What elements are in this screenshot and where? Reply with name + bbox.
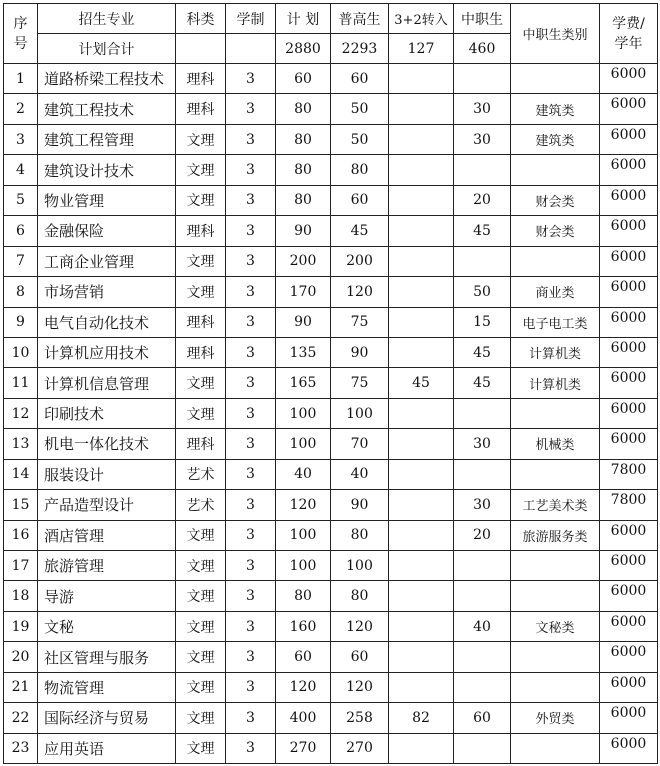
vocational-category-cell: 外贸类 <box>511 703 600 733</box>
category-cell: 文理 <box>176 672 226 702</box>
category-cell: 文理 <box>176 124 226 154</box>
duration-cell: 3 <box>226 581 276 611</box>
plan-cell: 100 <box>276 520 331 550</box>
seq-cell: 4 <box>4 155 38 185</box>
vocational-category-cell: 建筑类 <box>511 94 600 124</box>
vocational-category-cell <box>511 398 600 428</box>
duration-cell: 3 <box>226 124 276 154</box>
general-cell: 120 <box>331 672 389 702</box>
plan-cell: 90 <box>276 307 331 337</box>
plan-cell: 270 <box>276 733 331 763</box>
plan-cell: 80 <box>276 581 331 611</box>
vocational-cell: 40 <box>454 611 511 641</box>
seq-cell: 10 <box>4 337 38 367</box>
major-cell: 市场营销 <box>38 277 176 307</box>
fee-cell: 6000 <box>600 246 658 276</box>
duration-cell: 3 <box>226 398 276 428</box>
fee-cell: 6000 <box>600 672 658 702</box>
table-row <box>4 429 658 459</box>
general-cell: 50 <box>331 124 389 154</box>
major-cell: 产品造型设计 <box>38 490 176 520</box>
duration-cell: 3 <box>226 216 276 246</box>
duration-cell: 3 <box>226 703 276 733</box>
vocational-category-cell: 机械类 <box>511 429 600 459</box>
vocational-cell <box>454 733 511 763</box>
vocational-category-cell: 商业类 <box>511 277 600 307</box>
category-cell: 文理 <box>176 246 226 276</box>
table-row <box>4 642 658 672</box>
fee-cell: 6000 <box>600 429 658 459</box>
vocational-category-cell <box>511 551 600 581</box>
seq-cell: 2 <box>4 94 38 124</box>
table-row <box>4 611 658 641</box>
general-cell: 75 <box>331 368 389 398</box>
table-row <box>4 124 658 154</box>
table-row <box>4 94 658 124</box>
plan-cell: 170 <box>276 277 331 307</box>
duration-cell: 3 <box>226 337 276 367</box>
major-cell: 印刷技术 <box>38 398 176 428</box>
fee-cell: 6000 <box>600 216 658 246</box>
general-cell: 90 <box>331 490 389 520</box>
fee-cell: 6000 <box>600 185 658 215</box>
table-row <box>4 733 658 763</box>
major-cell: 计算机信息管理 <box>38 368 176 398</box>
fee-cell: 6000 <box>600 703 658 733</box>
transfer-cell <box>389 398 454 428</box>
major-cell: 建筑工程管理 <box>38 124 176 154</box>
seq-cell: 6 <box>4 216 38 246</box>
major-cell: 社区管理与服务 <box>38 642 176 672</box>
totals-general: 2293 <box>331 34 389 64</box>
general-cell: 270 <box>331 733 389 763</box>
table-row <box>4 490 658 520</box>
table-row <box>4 459 658 489</box>
transfer-cell <box>389 124 454 154</box>
plan-cell: 80 <box>276 185 331 215</box>
plan-cell: 135 <box>276 337 331 367</box>
table-row <box>4 64 658 94</box>
totals-vocational: 460 <box>454 34 511 64</box>
seq-cell: 23 <box>4 733 38 763</box>
seq-header-line1: 序 <box>13 15 28 32</box>
vocational-cell: 45 <box>454 368 511 398</box>
major-cell: 旅游管理 <box>38 551 176 581</box>
fee-header-line2: 学年 <box>614 35 643 52</box>
plan-cell: 40 <box>276 459 331 489</box>
vocational-cell: 20 <box>454 520 511 550</box>
vocational-cell <box>454 551 511 581</box>
vocational-cell: 30 <box>454 124 511 154</box>
vocational-category-cell: 计算机类 <box>511 337 600 367</box>
category-cell: 理科 <box>176 64 226 94</box>
totals-plan: 2880 <box>276 34 331 64</box>
general-cell: 80 <box>331 581 389 611</box>
major-cell: 国际经济与贸易 <box>38 703 176 733</box>
fee-cell: 6000 <box>600 368 658 398</box>
general-cell: 80 <box>331 520 389 550</box>
duration-cell: 3 <box>226 155 276 185</box>
seq-cell: 17 <box>4 551 38 581</box>
totals-transfer: 127 <box>389 34 454 64</box>
major-cell: 金融保险 <box>38 216 176 246</box>
major-cell: 文秘 <box>38 611 176 641</box>
plan-cell: 120 <box>276 490 331 520</box>
plan-cell: 100 <box>276 398 331 428</box>
totals-duration <box>226 34 276 64</box>
transfer-cell: 45 <box>389 368 454 398</box>
duration-cell: 3 <box>226 246 276 276</box>
fee-cell: 6000 <box>600 94 658 124</box>
vocational-cell: 45 <box>454 216 511 246</box>
transfer-cell <box>389 185 454 215</box>
table-row <box>4 277 658 307</box>
enrollment-plan-table <box>3 3 658 764</box>
seq-cell: 15 <box>4 490 38 520</box>
vocational-cell: 20 <box>454 185 511 215</box>
seq-header-line2: 号 <box>13 35 28 52</box>
plan-cell: 90 <box>276 216 331 246</box>
transfer-cell <box>389 155 454 185</box>
vocational-cell: 15 <box>454 307 511 337</box>
table-row <box>4 551 658 581</box>
vocational-category-cell <box>511 64 600 94</box>
fee-cell: 6000 <box>600 124 658 154</box>
vocational-cell <box>454 642 511 672</box>
fee-cell: 7800 <box>600 490 658 520</box>
vocational-category-cell: 旅游服务类 <box>511 520 600 550</box>
vocational-category-cell: 财会类 <box>511 185 600 215</box>
major-cell: 导游 <box>38 581 176 611</box>
seq-cell: 3 <box>4 124 38 154</box>
category-cell: 理科 <box>176 337 226 367</box>
duration-cell: 3 <box>226 520 276 550</box>
plan-cell: 60 <box>276 64 331 94</box>
totals-label: 计划合计 <box>38 34 176 64</box>
duration-cell: 3 <box>226 611 276 641</box>
general-cell: 60 <box>331 64 389 94</box>
category-cell: 文理 <box>176 642 226 672</box>
plan-cell: 80 <box>276 124 331 154</box>
vocational-cell <box>454 672 511 702</box>
fee-cell: 6000 <box>600 155 658 185</box>
fee-cell: 6000 <box>600 581 658 611</box>
category-cell: 艺术 <box>176 490 226 520</box>
major-cell: 工商企业管理 <box>38 246 176 276</box>
duration-cell: 3 <box>226 429 276 459</box>
duration-cell: 3 <box>226 185 276 215</box>
category-cell: 文理 <box>176 398 226 428</box>
transfer-cell <box>389 246 454 276</box>
duration-cell: 3 <box>226 733 276 763</box>
transfer-cell <box>389 216 454 246</box>
plan-cell: 80 <box>276 94 331 124</box>
vocational-cell <box>454 459 511 489</box>
category-cell: 文理 <box>176 368 226 398</box>
seq-cell: 7 <box>4 246 38 276</box>
plan-cell: 100 <box>276 429 331 459</box>
vocational-cell <box>454 64 511 94</box>
plan-cell: 160 <box>276 611 331 641</box>
major-cell: 服装设计 <box>38 459 176 489</box>
transfer-cell <box>389 490 454 520</box>
transfer-cell <box>389 459 454 489</box>
category-cell: 文理 <box>176 733 226 763</box>
duration-cell: 3 <box>226 277 276 307</box>
table-row <box>4 246 658 276</box>
table-row <box>4 216 658 246</box>
vocational-category-cell <box>511 459 600 489</box>
major-cell: 电气自动化技术 <box>38 307 176 337</box>
vocational-cell <box>454 581 511 611</box>
category-cell: 文理 <box>176 155 226 185</box>
general-cell: 200 <box>331 246 389 276</box>
category-cell: 理科 <box>176 307 226 337</box>
major-cell: 建筑设计技术 <box>38 155 176 185</box>
major-header: 招生专业 <box>38 4 176 34</box>
category-cell: 文理 <box>176 520 226 550</box>
general-cell: 60 <box>331 185 389 215</box>
category-cell: 文理 <box>176 581 226 611</box>
major-cell: 物流管理 <box>38 672 176 702</box>
fee-header-line1: 学费/ <box>612 15 645 32</box>
general-cell: 40 <box>331 459 389 489</box>
duration-cell: 3 <box>226 64 276 94</box>
duration-cell: 3 <box>226 307 276 337</box>
transfer-cell <box>389 611 454 641</box>
seq-cell: 18 <box>4 581 38 611</box>
duration-cell: 3 <box>226 551 276 581</box>
plan-cell: 60 <box>276 642 331 672</box>
general-cell: 75 <box>331 307 389 337</box>
transfer-cell <box>389 642 454 672</box>
general-cell: 50 <box>331 94 389 124</box>
vocational-category-cell <box>511 672 600 702</box>
vocational-category-cell: 工艺美术类 <box>511 490 600 520</box>
seq-header <box>4 4 38 64</box>
transfer-cell <box>389 581 454 611</box>
seq-cell: 16 <box>4 520 38 550</box>
duration-cell: 3 <box>226 459 276 489</box>
fee-cell: 6000 <box>600 64 658 94</box>
fee-cell: 6000 <box>600 277 658 307</box>
general-cell: 120 <box>331 611 389 641</box>
category-cell: 文理 <box>176 277 226 307</box>
seq-cell: 19 <box>4 611 38 641</box>
fee-cell: 6000 <box>600 337 658 367</box>
major-cell: 道路桥梁工程技术 <box>38 64 176 94</box>
general-cell: 100 <box>331 398 389 428</box>
plan-cell: 165 <box>276 368 331 398</box>
table-body <box>4 64 658 764</box>
vocational-category-cell: 电子电工类 <box>511 307 600 337</box>
vocational-cell: 45 <box>454 337 511 367</box>
transfer-cell: 82 <box>389 703 454 733</box>
seq-cell: 1 <box>4 64 38 94</box>
table-header <box>4 4 658 64</box>
vocational-category-header: 中职生类别 <box>511 4 600 64</box>
major-cell: 酒店管理 <box>38 520 176 550</box>
vocational-category-cell <box>511 581 600 611</box>
vocational-cell: 30 <box>454 429 511 459</box>
transfer-header: 3+2转入 <box>389 4 454 34</box>
vocational-category-cell <box>511 642 600 672</box>
major-cell: 物业管理 <box>38 185 176 215</box>
major-cell: 建筑工程技术 <box>38 94 176 124</box>
seq-cell: 14 <box>4 459 38 489</box>
table-row <box>4 185 658 215</box>
duration-header: 学制 <box>226 4 276 34</box>
fee-cell: 6000 <box>600 611 658 641</box>
major-cell: 应用英语 <box>38 733 176 763</box>
vocational-cell: 30 <box>454 490 511 520</box>
general-cell: 70 <box>331 429 389 459</box>
vocational-category-cell <box>511 246 600 276</box>
transfer-cell <box>389 307 454 337</box>
plan-cell: 100 <box>276 551 331 581</box>
plan-cell: 400 <box>276 703 331 733</box>
table-row <box>4 155 658 185</box>
table-row <box>4 337 658 367</box>
table-row <box>4 368 658 398</box>
seq-cell: 9 <box>4 307 38 337</box>
enrollment-plan-document <box>3 3 658 764</box>
vocational-category-cell: 文秘类 <box>511 611 600 641</box>
transfer-cell <box>389 94 454 124</box>
general-cell: 258 <box>331 703 389 733</box>
table-row <box>4 307 658 337</box>
fee-cell: 6000 <box>600 551 658 581</box>
vocational-category-cell: 建筑类 <box>511 124 600 154</box>
transfer-cell <box>389 429 454 459</box>
category-cell: 艺术 <box>176 459 226 489</box>
vocational-category-cell <box>511 733 600 763</box>
general-cell: 60 <box>331 642 389 672</box>
general-cell: 90 <box>331 337 389 367</box>
duration-cell: 3 <box>226 94 276 124</box>
transfer-cell <box>389 551 454 581</box>
header-row <box>4 4 658 34</box>
plan-cell: 80 <box>276 155 331 185</box>
general-cell: 45 <box>331 216 389 246</box>
vocational-cell <box>454 398 511 428</box>
plan-cell: 120 <box>276 672 331 702</box>
duration-cell: 3 <box>226 368 276 398</box>
seq-cell: 12 <box>4 398 38 428</box>
category-cell: 文理 <box>176 185 226 215</box>
duration-cell: 3 <box>226 672 276 702</box>
general-cell: 120 <box>331 277 389 307</box>
table-row <box>4 398 658 428</box>
vocational-cell: 50 <box>454 277 511 307</box>
transfer-cell <box>389 64 454 94</box>
seq-cell: 13 <box>4 429 38 459</box>
seq-cell: 5 <box>4 185 38 215</box>
fee-cell: 6000 <box>600 733 658 763</box>
plan-header: 计 划 <box>276 4 331 34</box>
seq-cell: 21 <box>4 672 38 702</box>
table-row <box>4 703 658 733</box>
category-header: 科类 <box>176 4 226 34</box>
seq-cell: 20 <box>4 642 38 672</box>
transfer-cell <box>389 733 454 763</box>
totals-category <box>176 34 226 64</box>
general-cell: 100 <box>331 551 389 581</box>
transfer-cell <box>389 337 454 367</box>
table-row <box>4 520 658 550</box>
vocational-header: 中职生 <box>454 4 511 34</box>
vocational-cell: 60 <box>454 703 511 733</box>
category-cell: 理科 <box>176 94 226 124</box>
category-cell: 理科 <box>176 429 226 459</box>
category-cell: 文理 <box>176 611 226 641</box>
transfer-cell <box>389 520 454 550</box>
fee-cell: 6000 <box>600 520 658 550</box>
vocational-category-cell <box>511 155 600 185</box>
seq-cell: 22 <box>4 703 38 733</box>
duration-cell: 3 <box>226 490 276 520</box>
fee-cell: 6000 <box>600 398 658 428</box>
category-cell: 理科 <box>176 216 226 246</box>
plan-cell: 200 <box>276 246 331 276</box>
transfer-cell <box>389 277 454 307</box>
seq-cell: 11 <box>4 368 38 398</box>
vocational-cell: 30 <box>454 94 511 124</box>
fee-header <box>600 4 658 64</box>
transfer-cell <box>389 672 454 702</box>
table-row <box>4 672 658 702</box>
vocational-cell <box>454 246 511 276</box>
vocational-cell <box>454 155 511 185</box>
fee-cell: 6000 <box>600 642 658 672</box>
major-cell: 计算机应用技术 <box>38 337 176 367</box>
category-cell: 文理 <box>176 703 226 733</box>
seq-cell: 8 <box>4 277 38 307</box>
major-cell: 机电一体化技术 <box>38 429 176 459</box>
general-cell: 80 <box>331 155 389 185</box>
category-cell: 文理 <box>176 551 226 581</box>
duration-cell: 3 <box>226 642 276 672</box>
vocational-category-cell: 计算机类 <box>511 368 600 398</box>
fee-cell: 6000 <box>600 307 658 337</box>
vocational-category-cell: 财会类 <box>511 216 600 246</box>
general-header: 普高生 <box>331 4 389 34</box>
table-row <box>4 581 658 611</box>
fee-cell: 7800 <box>600 459 658 489</box>
